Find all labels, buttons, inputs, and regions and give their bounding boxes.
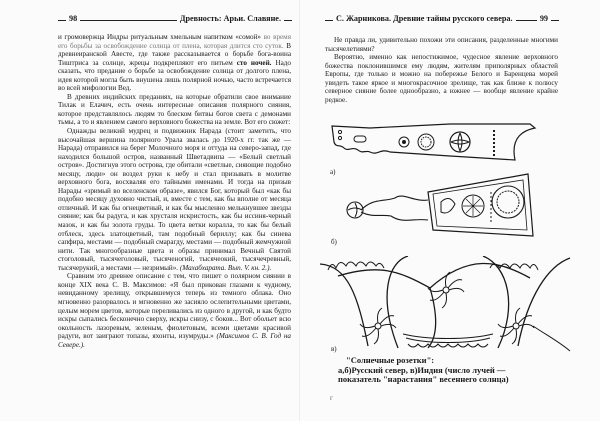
text-run: (Максимов С. В. Год на Севере.). — [58, 332, 292, 349]
text-run: Вероятно, именно как непостижимое, чудесное явление верховного божества поклонившимся ему людям, жителям приполярных областей Европы, где только и можно на побережье Белого и Баренцева морей увидеть такое яркое и многокрасочное зрелище, так как ближе к полюсу северное сияние более однообразно, а южнее — вообще явление крайне редкое. — [325, 53, 558, 104]
text-run: Надо сказать, что предание о борьбе за освобождение солнца от долгого плена, идея которой могла быть внушена лишь полярной ночью, часто встречается во всей мифологии Вед. — [58, 58, 291, 93]
stray-print-mark: г — [330, 394, 333, 402]
paragraph — [58, 93, 291, 127]
text-run: В древних индийских преданиях, на которые обратили свое внимание Тилак и Елачич, есть очень интересные описания полярного сияния, которое представлялось людям то блеском битвы богов света с демонами тьмы, а то и явлением самого верховного божества на земле. Вот его сюжет: — [58, 92, 291, 127]
figure-a-label: а) — [330, 168, 336, 176]
text-run: (Махабхарата. Вып. V. кн. 2.). — [179, 263, 272, 272]
right-running-header — [325, 14, 559, 23]
header-rule — [58, 14, 66, 21]
text-run: и громовержца Индры ритуальным хмельным напитком «сомой» — [58, 33, 264, 41]
running-header-title: Древность: Арьи. Славяне. — [179, 14, 281, 23]
header-rule — [80, 14, 177, 21]
figure-c-indian-ornament-illustration — [318, 256, 573, 352]
caption-line-3: показатель "нарастания" весеннего солнца) — [338, 374, 509, 384]
caption-line-1: "Солнечные розетки": — [346, 355, 435, 365]
text-run: В древнеиранской Авесте, где также рассказывается о борьбе бога-воина Тиштриса за солнце, жрецы подкрепляют его питьем — [58, 41, 291, 67]
figure-b-label: б) — [331, 238, 337, 246]
paragraph — [58, 127, 291, 272]
figure-b-distaff-illustration — [343, 172, 538, 240]
paragraph — [325, 36, 558, 53]
text-run: Сравним это древнее описание с тем, что пишет о полярном сиянии в конце XIX века С. В. Максимов: — [58, 272, 291, 289]
figure-a-spoon-illustration — [330, 122, 540, 167]
paragraph — [58, 272, 291, 349]
paragraph — [325, 53, 558, 104]
left-body-text — [58, 33, 291, 349]
text-run: сто ночей. — [236, 58, 272, 67]
caption-line-2: а,б)Русский север, в)Индия (число лучей — — [338, 364, 506, 375]
text-run: Однажды великий мудрец и подвижник Нарада (стоит заметить, что высочайшая вершина полярного Урала звалась до 1920-х гг. так же — Нарада) отправился на берег Молочного моря и оттуда на северо-запад, где находился большой остров, названный Шветадвипа — «Белый светлый остров». Достигнув этого острова, где обитали «светлые, сияющие подобно месяцу, люди» он воздел руки к небу и стал призывать в молитве верховного бога, восхваляя его тайными именами. И тогда на призыв Нарады «зримый во вселенском образе», явился Бог, который был «как бы подобно месяцу духовно чистый, и, вместе с тем, как бы вполне от месяца отличный. И как бы огнецветный, и как бы мысленно мелькнувшее звезды сияние; как бы радуга, и как хрусталя искристость, как бы иссиня-черный мазок, и как бы золота груды. То цвета ветки коралла, то как бы белый отблеск, здесь златоцветный, там подобный бериллу; как бы синева сапфира, местами — подобный смарагду, местами — подобный жемчужной нити. Так многообразные цвета и образы принимал Вечный Святой стоголовый, тысячеголовый, тысяченогий, тысячеокий, тысячечревный, тысячерукий, а местами — незримый». — [58, 127, 291, 272]
page-number: 98 — [69, 14, 78, 23]
text-run: во время его борьбы за освобождение солнца от плена, которая длится сто суток. — [58, 33, 291, 50]
figure-caption — [338, 356, 509, 385]
figure-c-label: в) — [331, 345, 337, 353]
left-running-header — [58, 14, 292, 23]
paragraph — [58, 33, 291, 93]
header-rule — [284, 14, 292, 21]
header-rule — [551, 14, 559, 21]
page-number: 99 — [539, 14, 548, 23]
right-body-text — [325, 36, 558, 104]
text-run: Не правда ли, удивительно похожи эти описания, разделенные многими тысячелетиями? — [325, 36, 558, 53]
header-rule — [516, 14, 537, 21]
header-rule — [325, 14, 333, 21]
running-header-title: С. Жарникова. Древние тайны русского севера. — [336, 14, 513, 23]
text-run: «Я был прикован глазами к чудному, невиданному зрелищу, открывшемуся теперь из темного облака. Оно мгновенно разорвалось и мгновенно же засияло ослепительными цветами, целым морем цветов, которые переливались из одного в другой, и как будто искры сыпались бесконечно сверху, искры снизу, с боков... Вот обольет всю окольность лазоревым, зеленым, фиолетовым, всеми цветами красивой радуги, вот заиграют топазы, яхонты, изумруды.» — [58, 280, 291, 341]
